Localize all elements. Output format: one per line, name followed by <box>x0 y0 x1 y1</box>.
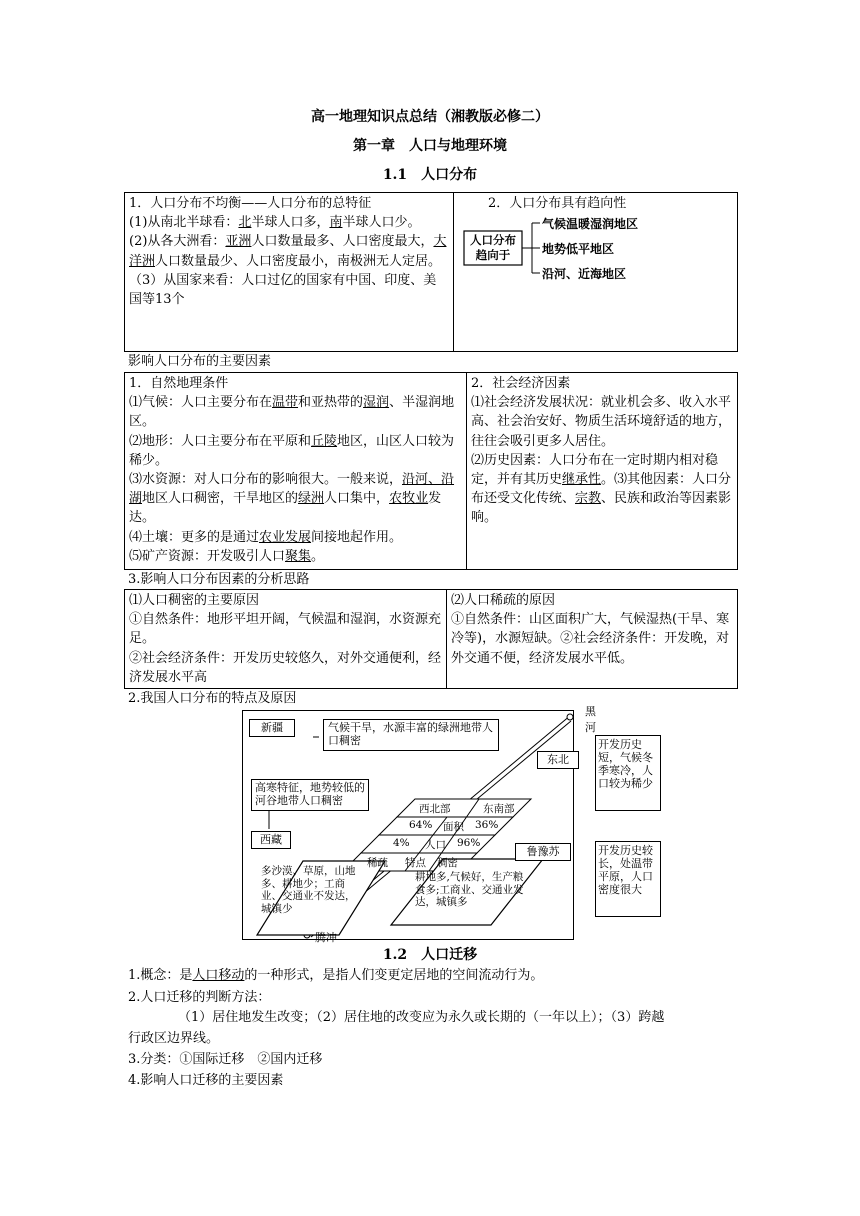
heihe-label: 黑河 <box>585 705 596 734</box>
migration-criteria: （1）居住地发生改变；（2）居住地的改变应为永久或长期的（一年以上）；（3）跨越 <box>178 1010 665 1025</box>
west-note: 多沙漠、草原，山地多、耕地少；工商业、交通业不发达，城镇少 <box>261 865 356 915</box>
tibet-note: 高寒特征，地势较低的河谷地带人口稠密 <box>251 779 369 811</box>
sparse-label: 稀疏 <box>367 857 388 869</box>
feature-label: 特点 <box>405 857 426 869</box>
northwest-label: 西北部 <box>419 803 451 815</box>
country-note: （3）从国家来看：人口过亿的国家有中国、印度、美国等13个 <box>129 272 437 308</box>
chapter-title: 第一章 人口与地理环境 <box>353 138 507 154</box>
pop-east-pct: 96% <box>457 837 481 849</box>
migration-classification: 3.分类：①国际迁移 ②国内迁移 <box>128 1052 323 1067</box>
migration-factors-label: 4.影响人口迁移的主要因素 <box>128 1073 284 1088</box>
area-label: 面积 <box>443 821 464 833</box>
analysis-label: 3.影响人口分布因素的分析思路 <box>128 572 310 587</box>
migration-judgement-label: 2.人口迁移的判断方法： <box>128 990 271 1005</box>
factors-label: 影响人口分布的主要因素 <box>128 354 272 369</box>
analysis-table <box>124 589 738 689</box>
tendency-climate: 气候温暖湿润地区 <box>542 217 639 231</box>
distribution-table <box>124 192 738 352</box>
tendency-cell <box>454 193 738 352</box>
dongbei-label: 东北 <box>537 751 579 769</box>
tendency-main-box: 人口分布趋向于 <box>470 233 516 262</box>
sparse-reasons-cell: ⑵人口稀疏的原因 ①自然条件：山区面积广大，气候湿热(干旱、寒冷等)，水源短缺。②社会经济条件：开发晚，对外交通不便，经济发展水平低。 <box>447 590 738 689</box>
southeast-label: 东南部 <box>483 803 515 815</box>
east-note: 耕地多,气候好，生产粮食多;工商业、交通业发达，城镇多 <box>415 871 524 908</box>
pop-west-pct: 4% <box>393 837 410 849</box>
uneven-heading: 1．人口分布不均衡——人口分布的总特征 <box>129 196 372 211</box>
china-population-diagram <box>242 705 653 944</box>
natural-heading: 1．自然地理条件 <box>129 376 229 391</box>
document-title: 高一地理知识点总结（湘教版必修二） <box>311 109 549 125</box>
tendency-river: 沿河、近海地区 <box>542 267 627 281</box>
migration-criteria-cont: 行政区边界线。 <box>128 1031 220 1046</box>
uneven-cell: 1．人口分布不均衡——人口分布的总特征 (1)从南北半球看：北半球人口多，南半球人口少。 (2)从各大洲看：亚洲人口数量最多、人口密度最大，大洋洲人口数量最少、人口密度最小，南极洲无人定居。 （3）从国家来看：人口过亿的国家有中国、印度、美国等13个 <box>125 193 454 352</box>
migration-concept: 1.概念：是人口移动的一种形式，是指人们变更定居地的空间流动行为。 <box>128 968 544 983</box>
area-east-pct: 36% <box>475 819 499 831</box>
tendency-heading: 2．人口分布具有趋向性 <box>488 196 627 211</box>
section-title-1-1: 1.1 人口分布 <box>382 167 478 183</box>
tengchong-label: 腾冲 <box>315 931 337 944</box>
china-label: 2.我国人口分布的特点及原因 <box>128 691 297 706</box>
social-heading: 2．社会经济因素 <box>471 376 571 391</box>
dongbei-note: 开发历史短，气候冬季寒冷，人口较为稀少 <box>595 735 661 811</box>
factors-table <box>124 372 738 570</box>
dense-label: 稠密 <box>437 857 458 869</box>
population-label: 人口 <box>425 839 446 851</box>
tendency-terrain: 地势低平地区 <box>542 242 615 256</box>
xinjiang-label: 新疆 <box>249 719 295 737</box>
dense-reasons-cell: ⑴人口稠密的主要原因 ①自然条件：地形平坦开阔，气候温和湿润，水资源充足。 ②社会经济条件：开发历史较悠久，对外交通便利，经济发展水平高 <box>125 590 447 689</box>
luyusu-label: 鲁豫苏 <box>515 843 571 861</box>
section-title-1-2: 1.2 人口迁移 <box>382 947 478 963</box>
xizang-label: 西藏 <box>251 831 291 849</box>
xinjiang-note: 气候干旱，水源丰富的绿洲地带人口稠密 <box>323 719 499 751</box>
luyusu-note: 开发历史较长，处温带平原，人口密度很大 <box>595 841 661 917</box>
area-west-pct: 64% <box>409 819 433 831</box>
natural-factors-cell: 1．自然地理条件 ⑴气候：人口主要分布在温带和亚热带的湿润、半湿润地区。 ⑵地形：人口主要分布在平原和丘陵地区，山区人口较为稀少。 ⑶水资源：对人口分布的影响很大。一般来说，沿河、沿湖地区人口稠密，干旱地区的绿洲人口集中，农牧业发达。 ⑷土壤：更多的是通过农业发展间接地起作用。 ⑸矿产资源：开发吸引人口聚集。 <box>125 373 467 570</box>
social-factors-cell: 2．社会经济因素 ⑴社会经济发展状况：就业机会多、收入水平高、社会治安好、物质生活环境舒适的地方，往往会吸引更多人居住。 ⑵历史因素：人口分布在一定时期内相对稳定，并有其历史继承性。⑶其他因素：人口分布还受文化传统、宗教、民族和政治等因素影响。 <box>467 373 738 570</box>
